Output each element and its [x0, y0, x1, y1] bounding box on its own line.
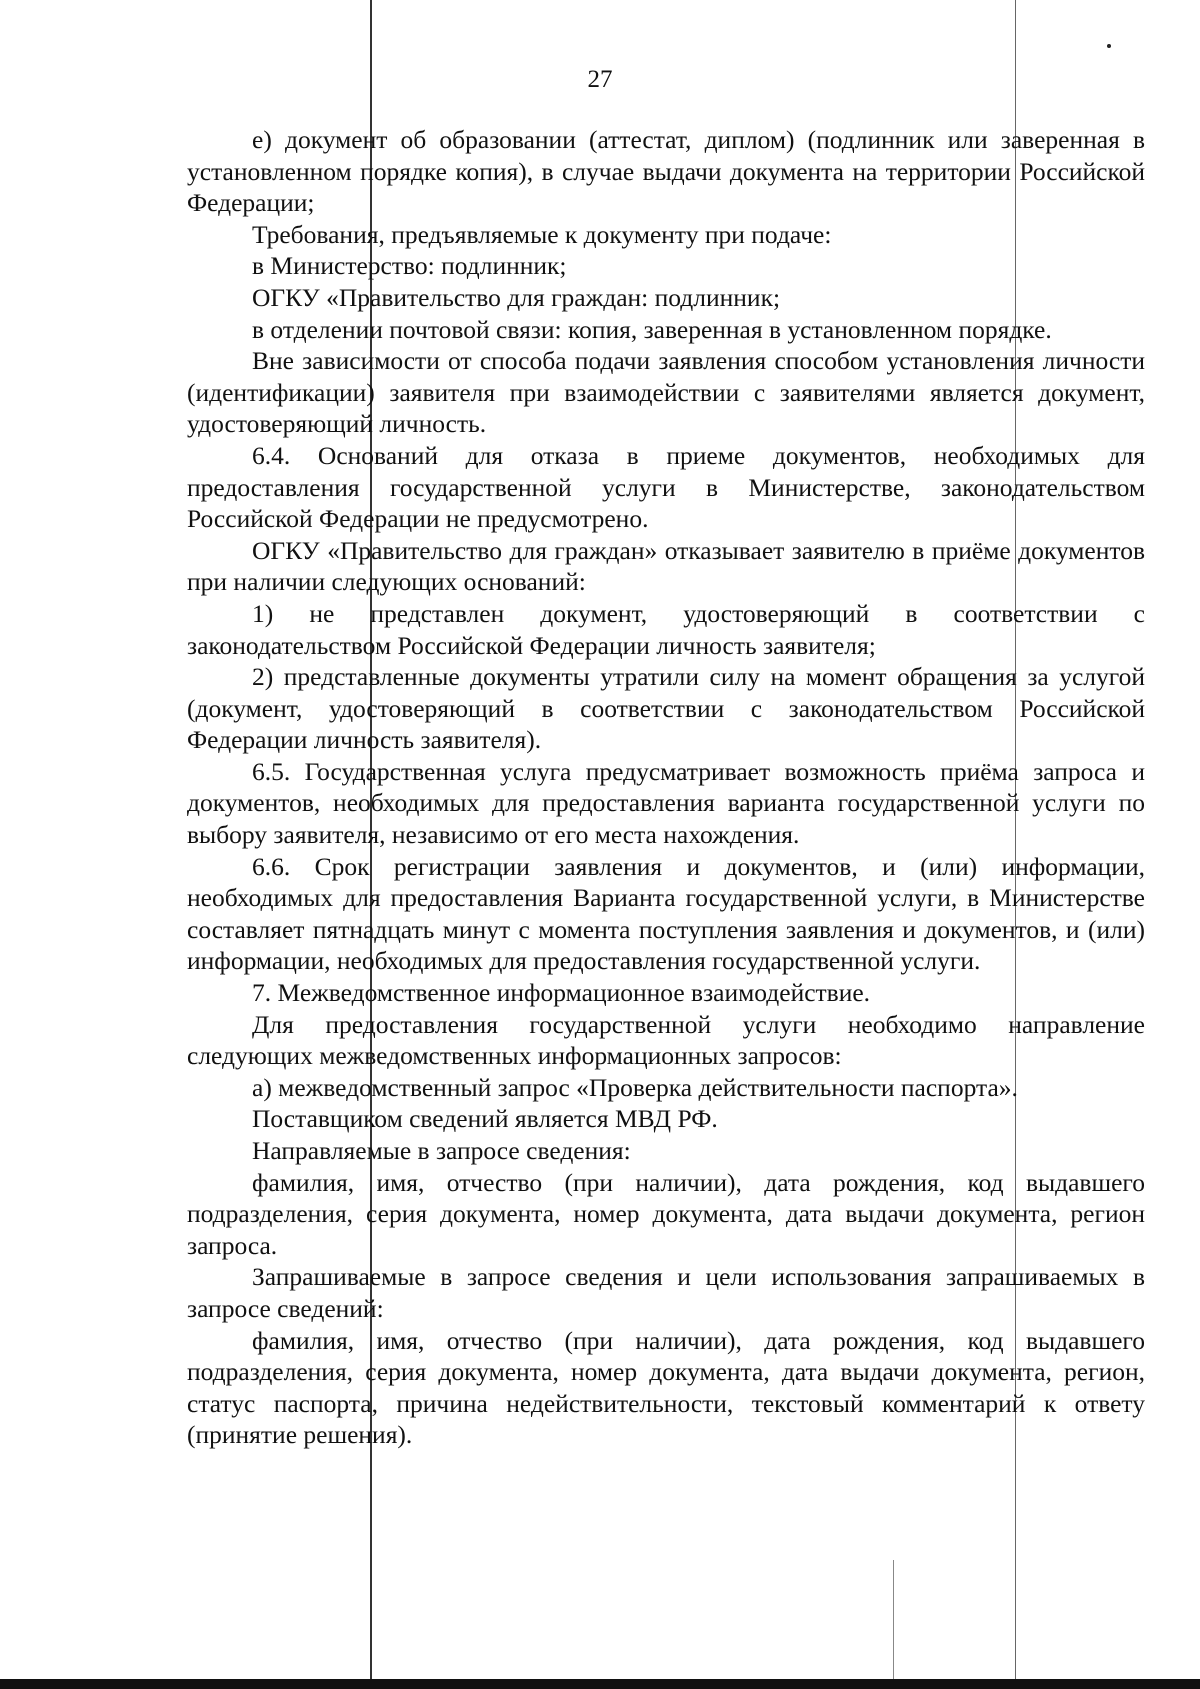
paragraph: ОГКУ «Правительство для граждан» отказывает заявителю в приёме документов при наличии следующих оснований:	[187, 535, 1145, 597]
scan-bottom-edge	[0, 1679, 1200, 1689]
paragraph: Запрашиваемые в запросе сведения и цели использования запрашиваемых в запросе сведений:	[187, 1262, 1145, 1323]
page-number: 27	[587, 66, 613, 93]
paragraph: 2) представленные документы утратили силу на момент обращения за услугой (документ, удостоверяющий в соответствии с законодательством Российской Федерации личность заявителя).	[187, 662, 1145, 755]
paragraph: е) документ об образовании (аттестат, диплом) (подлинник или заверенная в установленном порядке копия), в случае выдачи документа на территории Российской Федерации;	[187, 125, 1145, 218]
paragraph: ОГКУ «Правительство для граждан: подлинник;	[252, 282, 781, 312]
paragraph: 1) не представлен документ, удостоверяющий в соответствии с законодательством Российской Федерации личность заявителя;	[187, 598, 1145, 660]
paragraph: фамилия, имя, отчество (при наличии), дата рождения, код выдавшего подразделения, серия документа, номер документа, дата выдачи документа, регион запроса.	[187, 1167, 1145, 1260]
paragraph: Вне зависимости от способа подачи заявления способом установления личности (идентификации) заявителя при взаимодействии с заявителями является документ, удостоверяющий личность.	[187, 346, 1145, 439]
paragraph: фамилия, имя, отчество (при наличии), дата рождения, код выдавшего подразделения, серия документа, номер документа, дата выдачи документа, регион, статус паспорта, причина недействительности, текстовый комментарий к ответу (принятие решения).	[187, 1325, 1145, 1450]
paragraph: в отделении почтовой связи: копия, заверенная в установленном порядке.	[252, 314, 1052, 344]
paragraph: Поставщиком сведений является МВД РФ.	[252, 1104, 718, 1134]
paragraph: Направляемые в запросе сведения:	[252, 1136, 631, 1165]
paragraph: Требования, предъявляемые к документу при подаче:	[252, 219, 832, 249]
document-body	[187, 124, 1145, 1451]
paragraph: в Министерство: подлинник;	[252, 251, 567, 281]
paragraph: а) межведомственный запрос «Проверка действительности паспорта».	[252, 1072, 1018, 1102]
paragraph: 6.5. Государственная услуга предусматривает возможность приёма запроса и документов, необходимых для предоставления варианта государственной услуги по выбору заявителя, независимо от его места нахождения.	[187, 756, 1145, 850]
scan-artifact-dot	[1107, 44, 1111, 48]
paragraph: 6.4. Оснований для отказа в приеме документов, необходимых для предоставления государственной услуги в Министерстве, законодательством Российской Федерации не предусмотрено.	[187, 440, 1145, 534]
paragraph: Для предоставления государственной услуги необходимо направление следующих межведомственных информационных запросов:	[187, 1009, 1145, 1071]
section-heading: 7. Межведомственное информационное взаимодействие.	[252, 978, 871, 1008]
scan-artifact-line	[893, 1560, 894, 1689]
paragraph: 6.6. Срок регистрации заявления и документов, и (или) информации, необходимых для предоставления Варианта государственной услуги, в Министерстве составляет пятнадцать минут с момента поступления заявления и документов, и (или) информации, необходимых для предоставления государственной услуги.	[187, 851, 1145, 976]
